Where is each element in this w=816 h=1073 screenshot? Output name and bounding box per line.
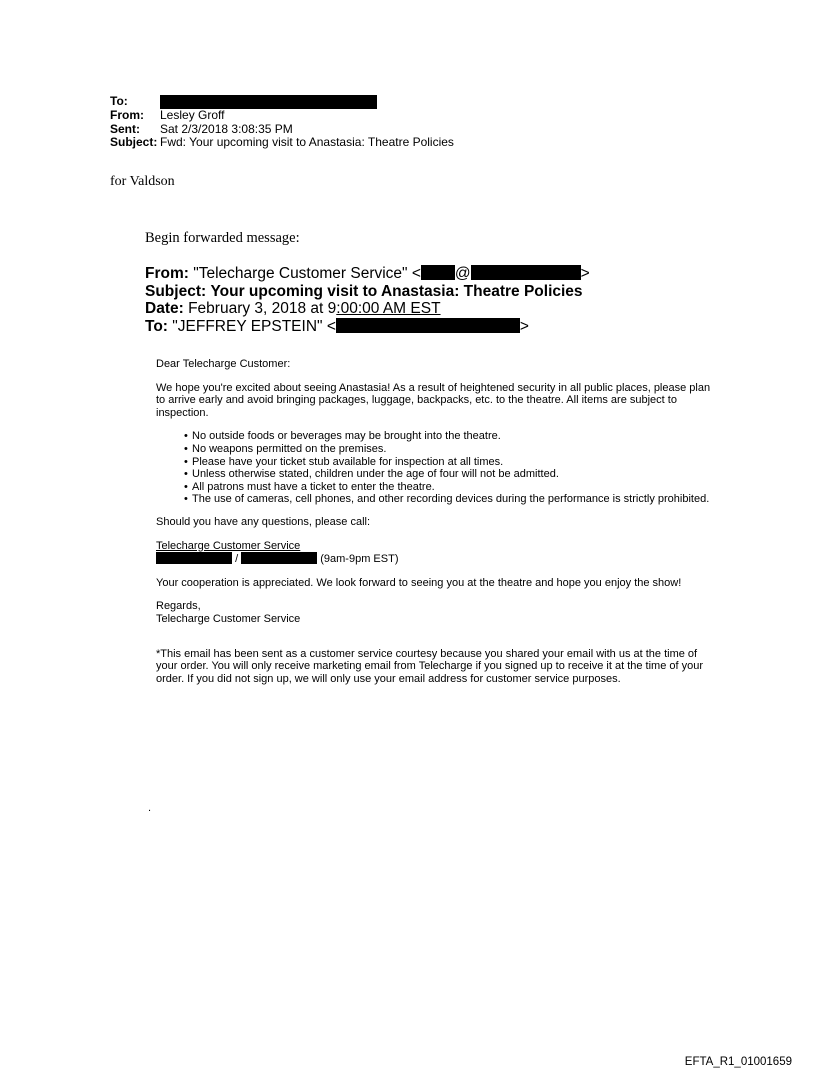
forwarded-header [145,265,590,335]
greeting: Dear Telecharge Customer: [156,358,291,370]
forwarded-subject-row [145,283,590,301]
redaction-bar [160,95,377,109]
contact-block [156,540,716,566]
forwarded-date-prefix: February 3, 2018 at 9 [188,300,337,317]
header-sent-row [110,123,454,137]
forwarded-to-row [145,318,590,336]
trailing-dot: . [148,802,152,814]
subject-label: Subject: [110,135,158,149]
sent-label: Sent: [110,121,140,136]
questions-line: Should you have any questions, please call: [156,515,371,528]
forwarded-to-name: "JEFFREY EPSTEIN" < [172,317,336,335]
from-value: Lesley Groff [160,108,225,122]
redaction-bar [336,318,520,333]
list-item: • No outside foods or beverages may be brought into the theatre. [156,430,716,443]
header-subject-row [110,136,454,150]
from-label: From: [110,108,144,122]
to-label: To: [110,94,128,108]
redaction-bar [421,265,455,280]
header-to-row [110,95,454,109]
list-item: • Unless otherwise stated, children under the age of four will not be admitted. [156,468,716,481]
redaction-bar [471,265,581,280]
forwarded-date-label: Date: [145,300,184,317]
forwarded-from-row [145,265,590,283]
forward-intro: Begin forwarded message: [145,230,300,246]
redaction-bar [156,552,232,564]
forwarded-subject-value: Your upcoming visit to Anastasia: Theatre Policies [210,282,583,300]
list-item: • The use of cameras, cell phones, and other recording devices during the performance is strictly prohibited. [156,493,716,506]
regards: Regards, [156,600,201,613]
forwarded-to-label: To: [145,317,168,335]
contact-hours: (9am-9pm EST) [320,553,399,566]
forward-note: for Valdson [110,174,175,189]
sign-off [156,600,716,625]
document-id: EFTA_R1_01001659 [684,1056,792,1068]
list-item: • No weapons permitted on the premises. [156,443,716,456]
forwarded-to-close: > [519,317,529,335]
list-item: • All patrons must have a ticket to enter the theatre. [156,481,716,494]
at-sign: @ [454,265,471,282]
contact-separator: / [235,553,239,566]
redaction-bar [241,552,317,564]
header-from-row [110,109,454,123]
sent-value: Sat 2/3/2018 3:08:35 PM [160,121,293,136]
email-header [110,95,454,150]
message-body [156,358,716,696]
forwarded-from-name: "Telecharge Customer Service" < [193,265,421,282]
forwarded-date-row [145,300,590,318]
subject-value: Fwd: Your upcoming visit to Anastasia: Theatre Policies [160,135,454,149]
intro-paragraph: We hope you're excited about seeing Anastasia! As a result of heightened security in all public places, please plan to arrive early and avoid bringing packages, luggage, backpacks, etc. to the theatre. All items are subject to inspection. [156,381,711,419]
signature: Telecharge Customer Service [156,612,301,625]
forwarded-from-label: From: [145,265,189,282]
disclaimer: *This email has been sent as a customer service courtesy because you shared your email with us at the time of your order. You will only receive marketing email from Telecharge if you signed up to receive it at the time of your order. If you did not sign up, we will only use your email address for customer service purposes. [156,647,704,685]
cooperation-paragraph: Your cooperation is appreciated. We look forward to seeing you at the theatre and hope you enjoy the show! [156,576,682,589]
contact-link[interactable]: Telecharge Customer Service [156,539,301,552]
forwarded-subject-label: Subject: [145,282,207,300]
forwarded-from-close: > [580,265,590,282]
policy-list [156,430,716,506]
forwarded-date-time: :00:00 AM EST [336,300,441,317]
list-item: • Please have your ticket stub available for inspection at all times. [156,456,716,469]
